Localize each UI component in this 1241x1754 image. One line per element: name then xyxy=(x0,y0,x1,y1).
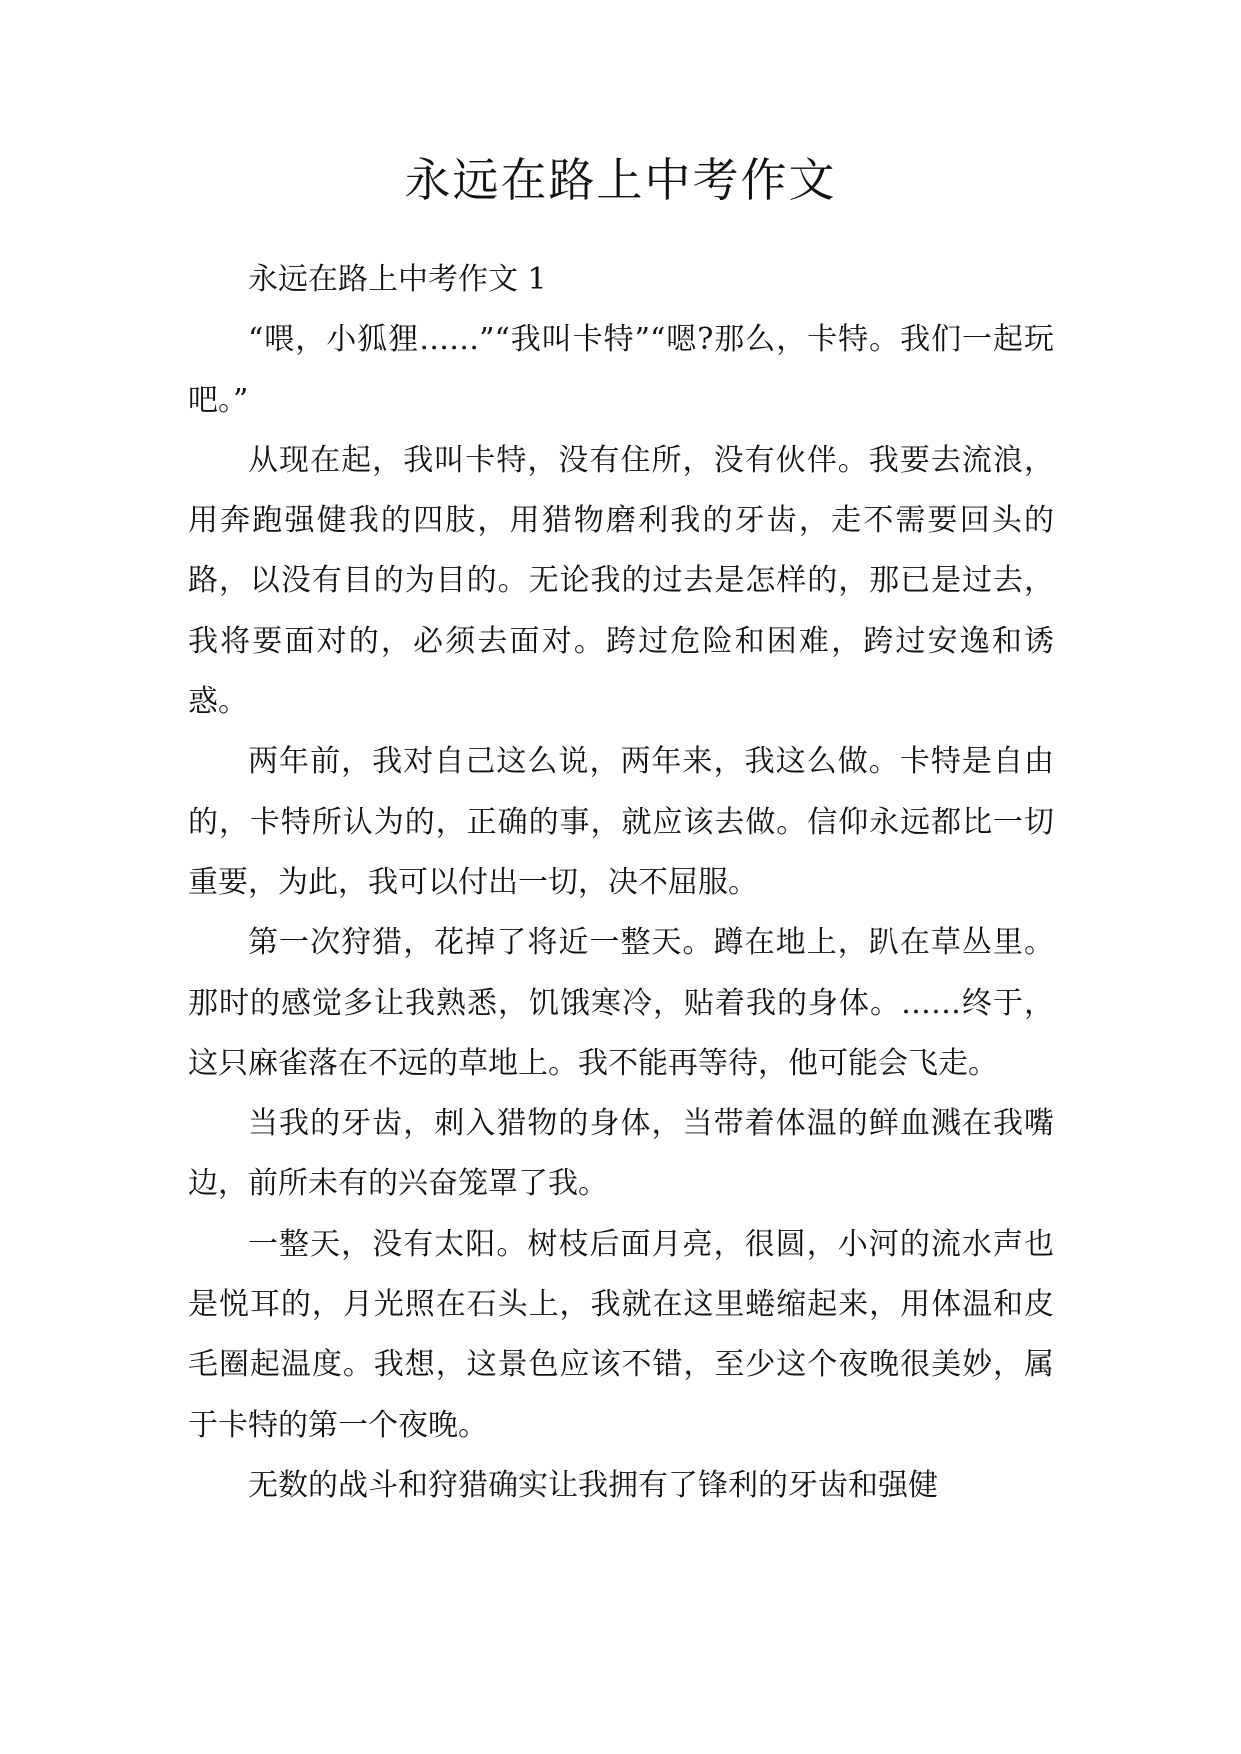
paragraph: 两年前，我对自己这么说，两年来，我这么做。卡特是自由的，卡特所认为的，正确的事，就应该去做。信仰永远都比一切重要，为此，我可以付出一切，决不屈服。 xyxy=(188,744,1054,900)
paragraph: 第一次狩猎，花掉了将近一整天。蹲在地上，趴在草丛里。那时的感觉多让我熟悉，饥饿寒冷，贴着我的身体。……终于，这只麻雀落在不远的草地上。我不能再等待，他可能会飞走。 xyxy=(188,925,1054,1081)
section-heading: 永远在路上中考作文 1 xyxy=(248,262,547,297)
paragraph: “喂，小狐狸……”“我叫卡特”“嗯?那么，卡特。我们一起玩吧。” xyxy=(188,322,1054,418)
paragraph: 从现在起，我叫卡特，没有住所，没有伙伴。我要去流浪，用奔跑强健我的四肢，用猎物磨利我的牙齿，走不需要回头的路，以没有目的为目的。无论我的过去是怎样的，那已是过去，我将要面对的，必须去面对。跨过危险和困难，跨过安逸和诱惑。 xyxy=(188,442,1054,720)
paragraph: 当我的牙齿，刺入猎物的身体，当带着体温的鲜血溅在我嘴边，前所未有的兴奋笼罩了我。 xyxy=(188,1106,1054,1202)
paragraph: 一整天，没有太阳。树枝后面月亮，很圆，小河的流水声也是悦耳的，月光照在石头上，我就在这里蜷缩起来，用体温和皮毛圈起温度。我想，这景色应该不错，至少这个夜晚很美妙，属于卡特的第一个夜晚。 xyxy=(188,1226,1054,1443)
paragraph: 无数的战斗和狩猎确实让我拥有了锋利的牙齿和强健 xyxy=(248,1467,938,1503)
document-title: 永远在路上中考作文 xyxy=(404,153,837,207)
document-body xyxy=(188,250,1054,1516)
